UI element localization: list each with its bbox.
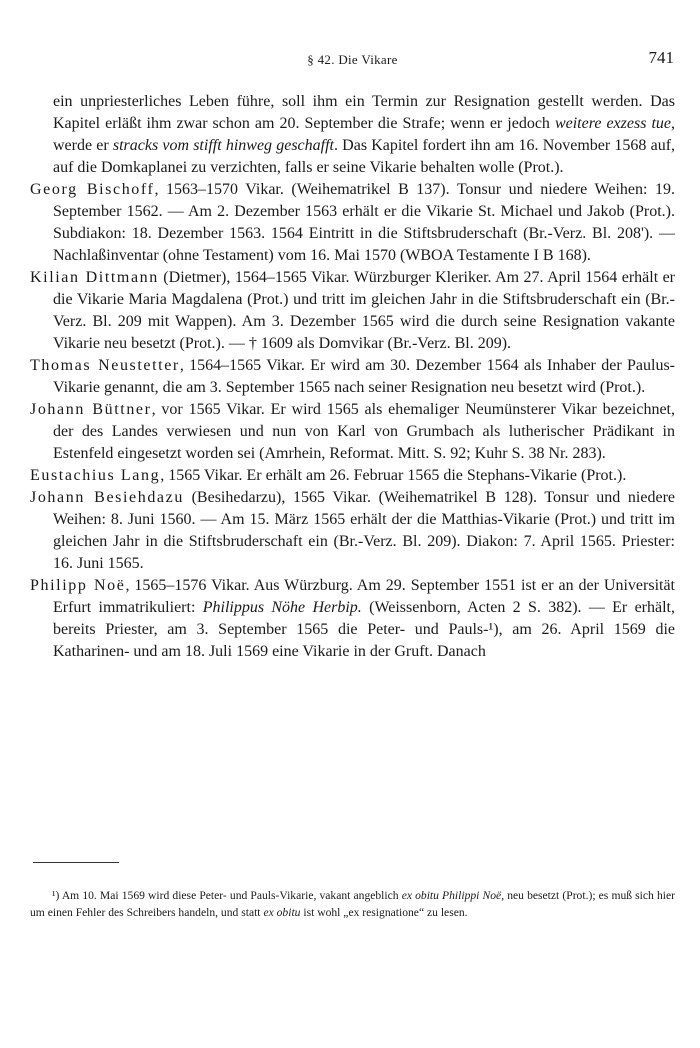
vicar-name: Georg Bischoff — [30, 181, 155, 198]
text-segment: (Dietmer), 1564–1565 Vikar. Würzburger Kleriker. Am 27. April 1564 erhält er die Vikarie Maria Magdalena (Prot.) und tritt im gleichen Jahr in die Stiftsbruderschaft ein (Br.-Verz. Bl. 209 mit Wappen). Am 3. Dezember 1565 wird die durch seine Resignation vakante Vikarie neu besetzt (Prot.). — † 1609 als Domvikar (Br.-Verz. Bl. 209). — [53, 269, 675, 352]
text-segment: (Weissenborn, Acten 2 S. 382). — Er erhält, bereits Priester, am 3. September 1565 die Peter- und Pauls-¹), am 26. April 1569 die Katharinen- und am 18. Juli 1569 eine Vikarie in der Gruft. Danach — [53, 599, 675, 660]
vicar-name: Philipp Noë — [30, 577, 126, 594]
italic-quotation: ex obitu Philippi Noë — [401, 888, 502, 902]
vicar-entry — [30, 465, 675, 487]
text-segment: , 1565 Vikar. Er erhält am 26. Februar 1565 die Stephans-Vikarie (Prot.). — [160, 467, 627, 484]
vicar-name: Johann Besiehdazu — [30, 489, 184, 506]
vicar-name: Johann Büttner — [30, 401, 152, 418]
vicar-name: Eustachius Lang — [30, 467, 161, 484]
running-header — [30, 48, 675, 70]
vicar-entry — [30, 179, 675, 267]
vicar-entry — [30, 487, 675, 575]
text-segment: (Besihedarzu), 1565 Vikar. (Weihematrikel B 128). Tonsur und niedere Weihen: 8. Juni 1560. — Am 15. März 1565 erhält der die Matthias-Vikarie (Prot.) und tritt im gleichen Jahr in die Stiftsbruderschaft ein (Br.-Verz. Bl. 209). Diakon: 7. April 1565. Priester: 16. Juni 1565. — [53, 489, 675, 572]
vicar-entry — [30, 575, 675, 663]
text-segment: , neu besetzt (Prot.); es muß sich hier um einen Fehler des Schreibers handeln, und statt — [30, 888, 675, 919]
text-segment: . Das Kapitel fordert ihn am 16. November 1568 auf, auf die Domkaplanei zu verzichten, falls er seine Vikarie behalten wolle (Prot.). — [53, 137, 676, 176]
text-segment: ein unpriesterliches Leben führe, soll ihm ein Termin zur Resignation gestellt werden. Das Kapitel erläßt ihm zwar schon am 20. September die Strafe; wenn er jedoch — [53, 93, 675, 132]
main-text — [30, 91, 675, 663]
text-segment: , 1565–1576 Vikar. Aus Würzburg. Am 29. September 1551 ist er an der Universität Erfurt immatrikuliert: — [53, 577, 676, 616]
text-segment: , 1564–1565 Vikar. Er wird am 30. Dezember 1564 als Inhaber der Paulus-Vikarie genannt, die am 3. September 1565 nach seiner Resignation neu besetzt wird (Prot.). — [53, 357, 675, 396]
text-segment: , vor 1565 Vikar. Er wird 1565 als ehemaliger Neumünsterer Vikar bezeichnet, der des Landes verwiesen und nun von Karl von Grumbach als lutherischer Prädikant in Estenfeld eingesetzt worden sei (Amrhein, Reformat. Mitt. S. 92; Kuhr S. 38 Nr. 283). — [53, 401, 675, 462]
text-segment: , 1563–1570 Vikar. (Weihematrikel B 137). Tonsur und niedere Weihen: 19. September 1562. — Am 2. Dezember 1563 erhält er die Vikarie St. Michael und Jakob (Prot.). Subdiakon: 18. Dezember 1563. 1564 Eintritt in die Stiftsbruderschaft (Br.-Verz. Bl. 208'). — Nachlaßinventar (ohne Testament) vom 16. Mai 1570 (WBOA Testamente I B 168). — [53, 181, 675, 264]
text-segment: , werde er — [53, 115, 676, 154]
vicar-name: Kilian Dittmann — [30, 269, 159, 286]
text-segment: ist wohl „ex resignatione“ zu lesen. — [300, 905, 468, 919]
italic-quotation: weitere exzess tue — [554, 115, 672, 132]
vicar-entry — [30, 399, 675, 465]
page-number: 741 — [648, 48, 674, 67]
vicar-entry — [30, 267, 675, 355]
italic-quotation: stracks vom stifft hinweg geschafft — [112, 137, 334, 154]
running-title: § 42. Die Vikare — [307, 52, 398, 67]
footnote — [30, 887, 675, 921]
continued-entry — [30, 91, 675, 179]
vicar-name: Thomas Neustetter — [30, 357, 180, 374]
footnote-divider — [33, 862, 119, 863]
italic-quotation: Philippus Nöhe Herbip. — [202, 599, 362, 616]
text-segment: ¹) Am 10. Mai 1569 wird diese Peter- und Pauls-Vikarie, vakant angeblich — [52, 888, 402, 902]
vicar-entry — [30, 355, 675, 399]
italic-quotation: ex obitu — [263, 905, 301, 919]
